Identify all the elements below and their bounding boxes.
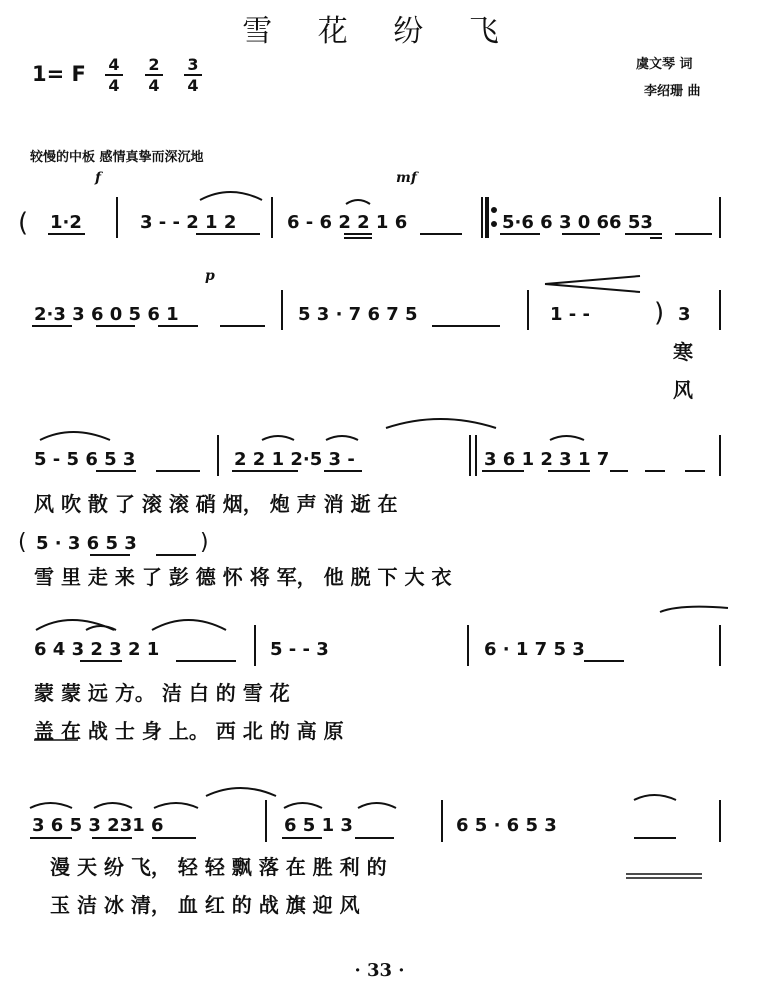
row3-lyrics-verse2: 雪 里 走 来 了 彭 德 怀 将 军， 他 脱 下 大 衣: [34, 565, 452, 589]
row5-measure2: 6 5 1 3: [284, 815, 353, 836]
time-signature-1: [105, 56, 123, 94]
row2-measure2: 5 3 · 7 6 7 5: [298, 304, 418, 325]
row5-lyrics-verse2: 玉 洁 冰 清， 血 红 的 战 旗 迎 风: [50, 893, 360, 917]
row2-lyric-1: 寒: [673, 340, 693, 364]
row1-measure3: 6 - 6 2 2 1 6: [287, 212, 408, 233]
row4-measure3: 6 · 1 7 5 3: [484, 639, 585, 660]
row5-lyrics-verse1: 漫 天 纷 飞， 轻 轻 飘 落 在 胜 利 的: [50, 855, 387, 879]
row2-lyric-2: 风: [673, 378, 693, 402]
row4-lyrics-verse2: 盖 在 战 士 身 上。 西 北 的 高 原: [34, 719, 344, 743]
meter-bottom: 4: [187, 76, 199, 95]
dynamic-f: f: [95, 170, 102, 186]
row2-measure4: 3: [678, 304, 691, 325]
row3-measure1: 5 - 5 6 5 3: [34, 449, 136, 470]
meter-bottom: 4: [108, 76, 120, 95]
paren-close: ): [654, 298, 665, 328]
tempo-marking: 较慢的中板 感情真挚而深沉地: [30, 150, 204, 165]
meter-top: 4: [108, 55, 120, 74]
paren-open: (: [18, 208, 29, 238]
page-number: · 33 ·: [354, 960, 405, 981]
row4-measure1: 6 4 3 2 3 2 1: [34, 639, 160, 660]
dynamic-p: p: [205, 268, 215, 284]
time-signature-3: [184, 56, 202, 94]
row5-measure3: 6 5 · 6 5 3: [456, 815, 557, 836]
paren-close-alt: ): [200, 530, 209, 555]
row2-measure1: 2·3 3 6 0 5 6 1: [34, 304, 179, 325]
lyricist-credit: 虞文琴 词: [636, 57, 693, 72]
row2-measure3: 1 - -: [550, 304, 590, 325]
row1-measure2: 3 - - 2 1 2: [140, 212, 237, 233]
meter-bottom: 4: [148, 76, 160, 95]
row4-lyrics-verse1: 蒙 蒙 远 方。 洁 白 的 雪 花: [34, 681, 290, 705]
dynamic-mf: mf: [396, 170, 417, 186]
meter-top: 3: [187, 55, 199, 74]
song-title: 雪 花 纷 飞: [242, 14, 517, 49]
row3-measure2: 2 2 1 2·5 3 -: [234, 449, 355, 470]
row3-measure3: 3 6 1 2 3 1 7: [484, 449, 610, 470]
row1-measure1: 1·2: [50, 212, 82, 233]
time-signature-2: [145, 56, 163, 94]
row1-measure4: 5·6 6 3 0 66 53: [502, 212, 653, 233]
row3-alt-notes: 5 · 3 6 5 3: [36, 533, 137, 554]
row4-measure2: 5 - - 3: [270, 639, 329, 660]
row5-measure1: 3 6 5 3 231 6: [32, 815, 164, 836]
meter-top: 2: [148, 55, 160, 74]
row3-lyrics-verse1: 风 吹 散 了 滚 滚 硝 烟， 炮 声 消 逝 在: [34, 492, 398, 516]
composer-credit: 李绍珊 曲: [644, 84, 701, 99]
paren-open-alt: (: [18, 530, 27, 555]
key-signature: 1= F: [32, 62, 86, 86]
